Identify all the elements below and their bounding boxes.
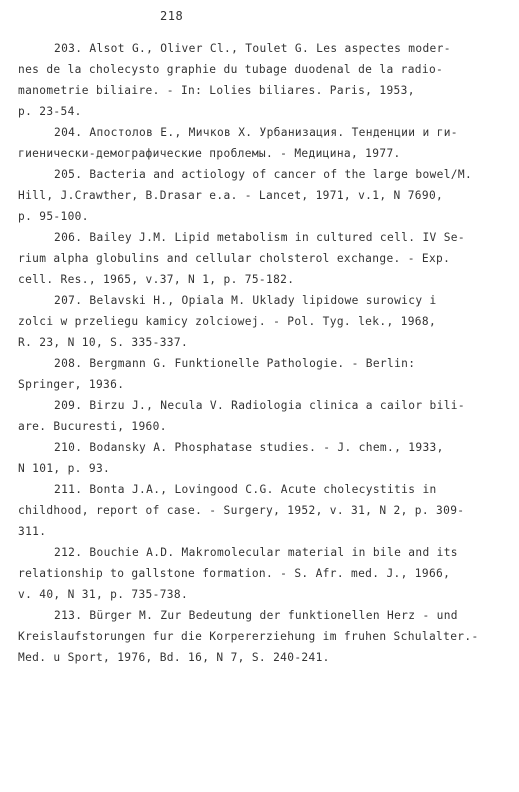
page-number: 218 [160,9,184,23]
reference-line: Kreislaufstorungen fur die Korpererziehung im fruhen Schulalter.- [18,630,479,643]
reference-208 [18,353,508,395]
reference-line: childhood, report of case. - Surgery, 1952, v. 31, N 2, p. 309- [18,504,465,517]
reference-line: zolci w przeliegu kamicy zolciowej. - Pol. Tyg. lek., 1968, [18,315,437,328]
reference-line: R. 23, N 10, S. 335-337. [18,336,189,349]
reference-line: 206. Bailey J.M. Lipid metabolism in cultured cell. IV Se- [54,231,465,244]
reference-line: Med. u Sport, 1976, Bd. 16, N 7, S. 240-241. [18,651,330,664]
reference-207 [18,290,508,353]
reference-line: nes de la cholecysto graphie du tubage duodenal de la radio- [18,63,444,76]
reference-line: manometrie biliaire. - In: Lolies biliares. Paris, 1953, [18,84,415,97]
reference-line: 208. Bergmann G. Funktionelle Pathologie. - Berlin: [54,357,416,370]
reference-line: гиенически-демографические проблемы. - Медицина, 1977. [18,147,401,160]
reference-213 [18,605,508,668]
reference-line: v. 40, N 31, p. 735-738. [18,588,189,601]
reference-line: 210. Bodansky A. Phosphatase studies. - J. chem., 1933, [54,441,444,454]
reference-line: 203. Alsot G., Oliver Cl., Toulet G. Les aspectes moder- [54,42,451,55]
reference-209 [18,395,508,437]
reference-line: 205. Bacteria and actiology of cancer of the large bowel/M. [54,168,473,181]
reference-line: Springer, 1936. [18,378,125,391]
reference-211 [18,479,508,542]
reference-line: Hill, J.Crawther, B.Drasar e.a. - Lancet, 1971, v.1, N 7690, [18,189,444,202]
reference-line: N 101, p. 93. [18,462,111,475]
reference-206 [18,227,508,290]
reference-line: rium alpha globulins and cellular cholsterol exchange. - Exp. [18,252,451,265]
reference-210 [18,437,508,479]
reference-line: are. Bucuresti, 1960. [18,420,167,433]
reference-line: 209. Birzu J., Necula V. Radiologia clinica a cailor bili- [54,399,465,412]
reference-line: 311. [18,525,47,538]
reference-204 [18,122,508,164]
reference-line: 211. Bonta J.A., Lovingood C.G. Acute cholecystitis in [54,483,437,496]
reference-line: 204. Апостолов Е., Мичков Х. Урбанизация. Тенденции и ги- [54,126,458,139]
reference-203 [18,38,508,122]
reference-line: cell. Res., 1965, v.37, N 1, p. 75-182. [18,273,295,286]
reference-line: relationship to gallstone formation. - S. Afr. med. J., 1966, [18,567,451,580]
reference-line: 207. Belavski H., Opiala M. Uklady lipidowe surowicy i [54,294,437,307]
reference-line: p. 95-100. [18,210,89,223]
reference-line: 212. Bouchie A.D. Makromolecular material in bile and its [54,546,458,559]
reference-line: 213. Bürger M. Zur Bedeutung der funktionellen Herz - und [54,609,458,622]
reference-line: p. 23-54. [18,105,82,118]
reference-list [18,38,508,668]
reference-212 [18,542,508,605]
reference-205 [18,164,508,227]
